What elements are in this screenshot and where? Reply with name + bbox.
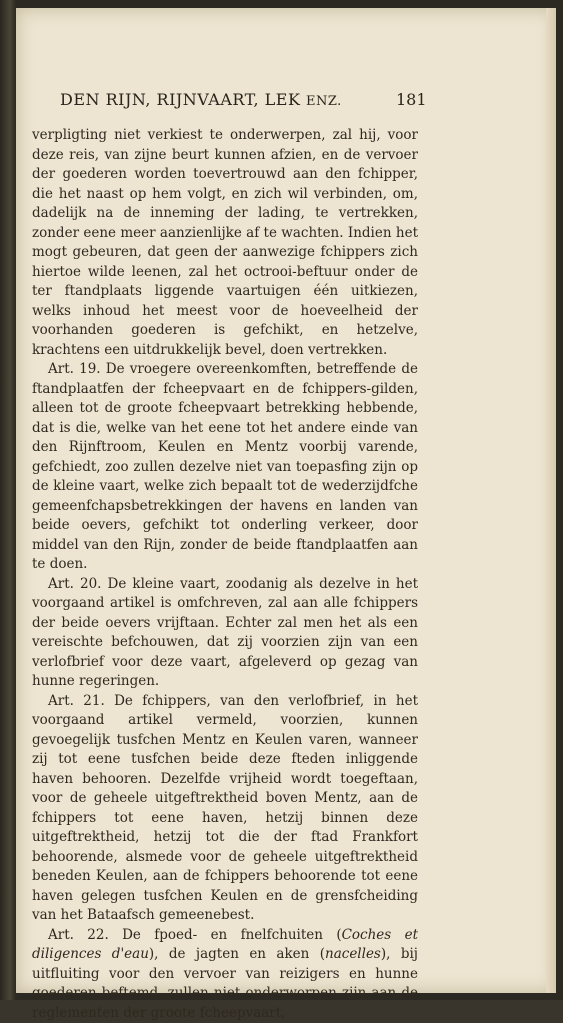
art-22-tail: ), bij uitfluiting voor den vervoer van reizigers en hunne goederen beftemd, zullen niet onderworpen zijn aan de reglementen der groote fcheepvaart, xyxy=(32,946,418,1021)
paragraph-art-22 xyxy=(32,926,418,1023)
running-title-suffix: ENZ. xyxy=(306,94,342,109)
paragraph-continuation: verpligting niet verkiest te onderwerpen, zal hij, voor deze reis, van zijne beurt kunnen afzien, en de vervoer der goederen worden toevertrouwd aan den fchipper, die het naast op hem volgt, en zich wil verbinden, om, dadelijk na de inneming der lading, te vertrekken, zonder eene meer aanzienlijke af te wachten. Indien het mogt gebeuren, dat geen der aanwezige fchippers zich hiertoe wilde leenen, zal het octrooi-beftuur onder de ter ftandplaats liggende vaartuigen één uitkiezen, welks inhoud het meest voor de hoeveelheid der voorhanden goederen is gefchikt, en hetzelve, krachtens een uitdrukkelijk bevel, doen vertrekken. xyxy=(32,126,418,360)
paragraph-art-20: Art. 20. De kleine vaart, zoodanig als dezelve in het voorgaand artikel is omfchreven, zal aan alle fchippers der beide oevers vrijftaan. Echter zal men het als een vereischte befchouwen, dat zij voorzien zijn van een verlofbrief voor deze vaart, afgeleverd op gezag van hunne regeringen. xyxy=(32,575,418,692)
running-title-text: DEN RIJN, RIJNVAART, LEK xyxy=(60,90,300,109)
art-22-mid: ), de jagten en aken ( xyxy=(149,946,325,962)
art-22-lead: Art. 22. De fpoed- en fnelfchuiten ( xyxy=(48,927,342,943)
paragraph-art-19: Art. 19. De vroegere overeenkomften, betreffende de ftandplaatfen der fcheepvaart en de fchippers-gilden, alleen tot de groote fcheepvaart betrekking hebbende, dat is die, welke van het eene tot het andere einde van den Rijnftroom, Keulen en Mentz voorbij varende, gefchiedt, zoo zullen dezelve niet van toepasfing zijn op de kleine vaart, welke zich bepaalt tot de wederzijdfche gemeenfchapsbetrekkingen der havens en landen van beide oevers, gefchikt tot onderling verkeer, door middel van den Rijn, zonder de beide ftandplaatfen aan te doen. xyxy=(32,360,418,575)
art-22-italic-coches: Coches et diligences d'eau xyxy=(32,927,418,963)
page-edge xyxy=(546,8,556,993)
book-page xyxy=(16,8,556,993)
page-number: 181 xyxy=(396,90,427,109)
paragraph-art-21: Art. 21. De fchippers, van den verlofbrief, in het voorgaand artikel vermeld, voorzien, kunnen gevoegelijk tusfchen Mentz en Keulen varen, wanneer zij tot eene tusfchen beide deze fteden inliggende haven behooren. Dezelfde vrijheid wordt toegeftaan, voor de geheele uitgeftrektheid boven Mentz, aan de fchippers tot eene haven, hetzij binnen deze uitgeftrektheid, hetzij tot die der ftad Frankfort behoorende, alsmede voor de geheele uitgeftrektheid beneden Keulen, aan de fchippers behoorende tot eene haven gelegen tusfchen Keulen en de grensfcheiding van het Bataafsch gemeenebest. xyxy=(32,692,418,926)
running-title xyxy=(60,90,342,109)
body-text xyxy=(32,126,418,1023)
art-22-italic-nacelles: nacelles xyxy=(325,946,381,962)
